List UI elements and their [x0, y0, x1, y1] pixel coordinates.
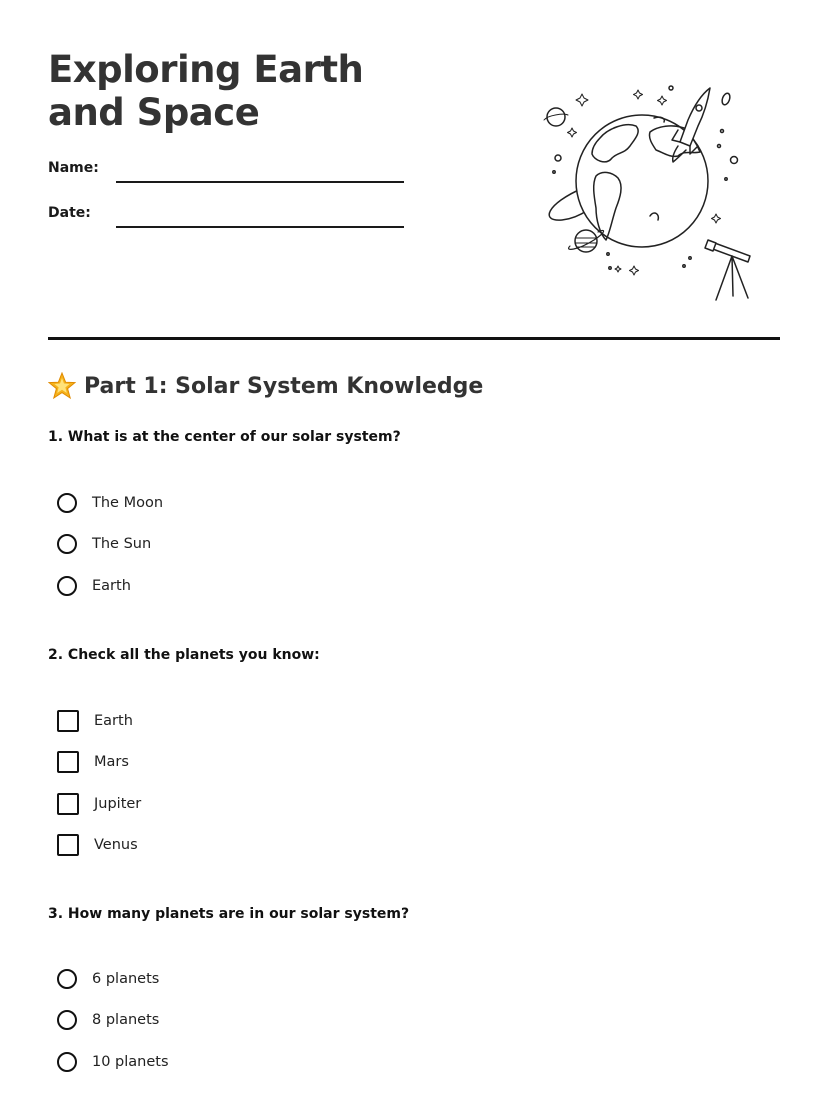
name-field[interactable]: [116, 181, 404, 183]
option-label: The Sun: [92, 536, 152, 552]
q1-option-earth[interactable]: [57, 573, 131, 599]
date-label: Date:: [48, 205, 91, 221]
radio-button[interactable]: [57, 576, 77, 596]
section-title: Part 1: Solar System Knowledge: [84, 373, 484, 399]
question-3: 3. How many planets are in our solar system?: [48, 906, 410, 922]
section-heading: [48, 372, 483, 400]
page-title: Exploring Earth and Space: [48, 48, 364, 134]
section-divider: [48, 337, 780, 340]
option-label: 10 planets: [92, 1054, 169, 1070]
star-icon: [48, 372, 76, 400]
q1-option-moon[interactable]: [57, 490, 163, 516]
question-1: 1. What is at the center of our solar system?: [48, 429, 401, 445]
radio-button[interactable]: [57, 1052, 77, 1072]
q2-option-earth[interactable]: [57, 708, 133, 734]
option-label: 8 planets: [92, 1012, 160, 1028]
q3-option-8[interactable]: [57, 1007, 159, 1033]
option-label: Earth: [92, 578, 131, 594]
option-label: Venus: [94, 837, 138, 853]
question-2: 2. Check all the planets you know:: [48, 647, 320, 663]
name-label: Name:: [48, 160, 99, 176]
q1-option-sun[interactable]: [57, 531, 151, 557]
earth-space-illustration: [538, 80, 758, 306]
option-label: Earth: [94, 713, 133, 729]
q3-option-10[interactable]: [57, 1049, 169, 1075]
q2-option-jupiter[interactable]: [57, 791, 141, 817]
checkbox[interactable]: [57, 834, 79, 856]
checkbox[interactable]: [57, 751, 79, 773]
radio-button[interactable]: [57, 534, 77, 554]
q2-option-mars[interactable]: [57, 749, 129, 775]
q3-option-6[interactable]: [57, 966, 159, 992]
checkbox[interactable]: [57, 710, 79, 732]
q2-option-venus[interactable]: [57, 832, 138, 858]
date-field[interactable]: [116, 226, 404, 228]
option-label: 6 planets: [92, 971, 160, 987]
option-label: Jupiter: [94, 796, 142, 812]
radio-button[interactable]: [57, 1010, 77, 1030]
radio-button[interactable]: [57, 969, 77, 989]
checkbox[interactable]: [57, 793, 79, 815]
option-label: Mars: [94, 754, 129, 770]
radio-button[interactable]: [57, 493, 77, 513]
option-label: The Moon: [92, 495, 164, 511]
